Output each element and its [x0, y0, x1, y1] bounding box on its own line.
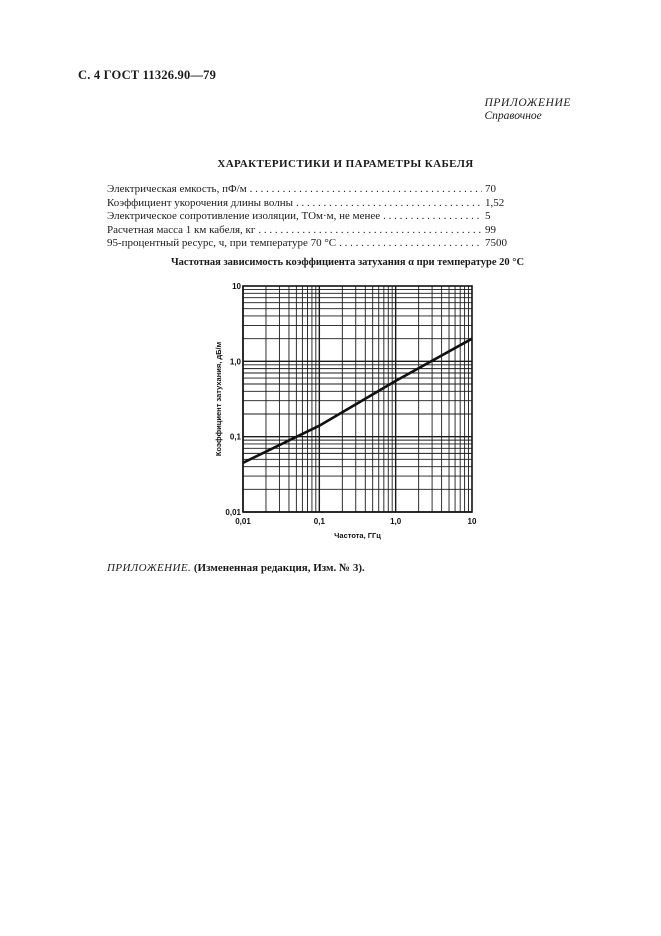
appendix-label	[485, 97, 571, 123]
appendix-subtitle: Справочное	[484, 110, 542, 122]
parameter-row	[107, 183, 507, 197]
appendix-title: ПРИЛОЖЕНИЕ	[484, 97, 571, 109]
footnote-revision: (Измененная редакция, Изм. № 3).	[193, 562, 365, 574]
attenuation-chart	[200, 272, 490, 542]
parameter-value: 99	[485, 223, 496, 236]
section-title: ХАРАКТЕРИСТИКИ И ПАРАМЕТРЫ КАБЕЛЯ	[217, 158, 474, 170]
leader-dots	[250, 183, 482, 197]
parameter-value: 1,52	[485, 196, 505, 209]
page-header: С. 4 ГОСТ 11326.90—79	[78, 68, 217, 82]
parameter-value: 5	[485, 210, 491, 223]
leader-dots	[339, 237, 482, 251]
parameter-label: Электрическое сопротивление изоляции, ТОм·м, не менее	[107, 210, 381, 223]
parameter-label: Коэффициент укорочения длины волны	[107, 196, 293, 209]
chart-title: Частотная зависимость коэффициента затухания α при температуре 20 °С	[170, 257, 525, 268]
x-tick-label: 0,1	[313, 517, 325, 526]
x-tick-label: 10	[467, 517, 477, 526]
y-axis-label: Коэффициент затухания, дБ/м	[214, 341, 223, 457]
parameter-label: 95-процентный ресурс, ч, при температуре 70 °С	[107, 237, 337, 250]
x-tick-label: 1,0	[390, 517, 402, 526]
x-axis-label: Частота, ГГц	[334, 531, 381, 540]
parameter-label: Электрическая емкость, пФ/м	[107, 183, 247, 195]
parameter-row	[107, 224, 507, 238]
parameter-list	[107, 183, 507, 251]
leader-dots	[383, 210, 482, 224]
parameter-value: 7500	[485, 237, 507, 250]
parameter-value: 70	[485, 183, 496, 195]
y-tick-label: 0,1	[229, 432, 241, 442]
plot-frame	[243, 286, 472, 512]
parameter-row	[107, 237, 507, 251]
footnote	[107, 562, 365, 574]
y-tick-label: 1,0	[229, 357, 241, 367]
leader-dots	[258, 224, 482, 238]
footnote-appendix-ref: ПРИЛОЖЕНИЕ.	[107, 562, 192, 574]
parameter-row	[107, 210, 507, 224]
leader-dots	[296, 197, 482, 211]
x-tick-label: 0,01	[235, 517, 251, 526]
y-tick-label: 0,01	[225, 508, 241, 517]
parameter-label: Расчетная масса 1 км кабеля, кг	[107, 223, 256, 236]
parameter-row	[107, 197, 507, 211]
y-tick-label: 10	[232, 282, 241, 291]
